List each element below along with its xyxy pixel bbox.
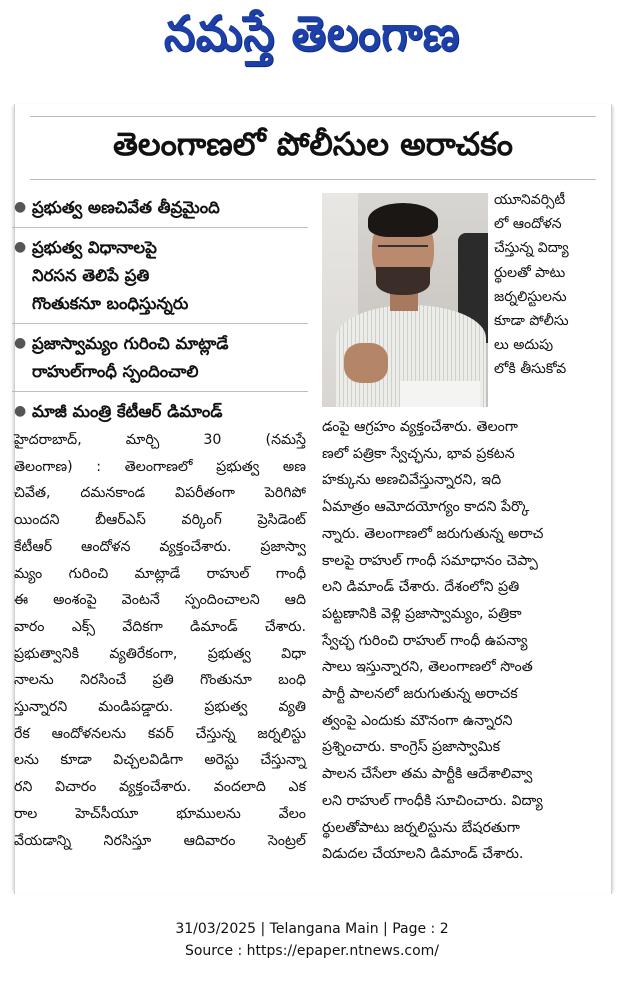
highlight-line: ప్రభుత్వ విధానాలపై xyxy=(32,238,157,257)
body-line: ప్రభుత్వానికి వ్యతిరేకంగా, ప్రభుత్వ విధా xyxy=(14,645,306,662)
photo-side-line: జర్నలిస్టులను xyxy=(494,288,567,305)
photo-side-line: యూనివర్సిటీ xyxy=(494,192,566,208)
highlight-item xyxy=(12,324,308,392)
body-line: విడుదల చేయాలని డిమాండ్ చేశారు. xyxy=(322,846,524,863)
body-line: ఏమాత్రం ఆమోదయోగ్యం కాదని పేర్కొ xyxy=(322,499,530,516)
article-body-right-column xyxy=(322,414,608,868)
body-line: పాలన చేసేలా తమ పార్టీకి ఆదేశాలివ్వా xyxy=(322,766,533,783)
body-line: ణలో పత్రికా స్వేచ్ఛను, భావ ప్రకటన xyxy=(322,445,515,462)
body-line: రాల హెచ్‌సీయూ భూములను వేలం xyxy=(14,805,306,822)
body-line: లని రాహుల్ గాంధీకి సూచించారు. విద్యా xyxy=(322,792,543,809)
highlight-item xyxy=(12,188,308,228)
highlight-line: గొంతుకనూ బంధిస్తున్నరు xyxy=(32,294,189,313)
footer-date-edition: 31/03/2025 | Telangana Main | Page : 2 xyxy=(175,921,449,937)
body-line: లని డిమాండ్ చేశారు. దేశంలోని ప్రతి xyxy=(322,579,520,596)
body-line: కాలపై రాహుల్ గాంధీ సమాధానం చెప్పా xyxy=(322,552,538,569)
body-line: హక్కును అణచివేస్తున్నారని, ఇది xyxy=(322,472,502,489)
bullet-icon: ● xyxy=(14,239,27,255)
body-line: లను కూడా విచ్చలవిడిగా అరెస్టు చేస్తున్నా xyxy=(14,752,306,769)
newspaper-logo: నమస్తే తెలంగాణ xyxy=(163,5,461,62)
highlight-item xyxy=(12,392,308,431)
news-photo xyxy=(322,193,488,407)
body-line: పట్టణానికి వెళ్లి ప్రజాస్వామ్యం, పత్రికా xyxy=(322,605,522,622)
body-line: న్నారు. తెలంగాణలో జరుగుతున్న అరాచ xyxy=(322,525,544,542)
highlights-list xyxy=(12,188,308,431)
highlight-item xyxy=(12,228,308,324)
footer-source: Source : https://epaper.ntnews.com/ xyxy=(184,943,440,959)
body-line: నాలను నిరసించే ప్రతి గొంతునూ బంధి xyxy=(14,672,306,689)
body-line: కేటీఆర్ ఆందోళన వ్యక్తంచేశారు. ప్రజాస్వా xyxy=(14,538,306,555)
photo-side-line: లో ఆందోళన xyxy=(494,216,562,233)
photo-side-line: చేస్తున్న విద్యా xyxy=(494,240,569,257)
body-line: రేక ఆందోళనలను కవర్ చేస్తున్న జర్నలిస్టు xyxy=(14,725,306,742)
article-headline: తెలంగాణలో పోలీసుల అరాచకం xyxy=(112,125,513,163)
bullet-icon: ● xyxy=(14,403,27,419)
photo-side-text xyxy=(494,188,594,382)
body-line: ప్రశ్నించారు. కాంగ్రెస్ ప్రజాస్వామిక xyxy=(322,739,501,756)
body-line: త్వంపై ఎందుకు మౌనంగా ఉన్నారని xyxy=(322,712,513,729)
body-line: హైదరాబాద్, మార్చి 30 (నమస్తే xyxy=(14,432,306,448)
body-line: స్తున్నారని మండిపడ్డారు. ప్రభుత్వ వ్యతి xyxy=(14,699,306,716)
highlight-line: నిరసన తెలిపే ప్రతి xyxy=(32,266,150,285)
photo-side-line: ర్థులతో పాటు xyxy=(494,264,566,281)
body-line: డంపై ఆగ్రహం వ్యక్తంచేశారు. తెలంగా xyxy=(322,419,518,435)
body-line: మ్యం గురించి మాట్లాడే రాహుల్ గాంధీ xyxy=(14,565,306,582)
body-line: ర్థులతోపాటు జర్నలిస్టును బేషరతుగా xyxy=(322,819,520,836)
article-body-left-column xyxy=(14,427,306,854)
body-line: చివేత, దమనకాండ విపరీతంగా పెరిగిపో xyxy=(14,485,306,502)
body-line: యిందని బీఆర్‌ఎస్ వర్కింగ్ ప్రెసిడెంట్ xyxy=(14,512,306,529)
body-line: స్వేచ్ఛ గురించి రాహుల్ గాంధీ ఉపన్యా xyxy=(322,632,528,649)
body-line: తెలంగాణ) : తెలంగాణలో ప్రభుత్వ అణ xyxy=(14,458,306,475)
photo-side-line: కూడా పోలీసు xyxy=(494,313,569,330)
body-line: పార్టీ పాలనలో జరుగుతున్న అరాచక xyxy=(322,686,518,703)
photo-side-line: లోకి తీసుకోవ xyxy=(494,361,567,378)
photo-side-line: లు అదుపు xyxy=(494,337,554,354)
highlight-line: రాహుల్‌గాంధీ స్పందించాలి xyxy=(32,362,199,381)
masthead xyxy=(0,0,624,80)
bullet-icon: ● xyxy=(14,335,27,351)
highlight-line: మాజీ మంత్రి కేటీఆర్ డిమాండ్ xyxy=(32,402,223,421)
highlight-line: ప్రభుత్వ అణచివేత తీవ్రమైంది xyxy=(32,198,220,217)
body-line: రని విచారం వ్యక్తంచేశారు. వందలాది ఎక xyxy=(14,779,306,796)
body-line: సాలు ఇస్తున్నారని, తెలంగాణలో సొంత xyxy=(322,659,533,676)
body-line: వారం ఎక్స్ వేదికగా డిమాండ్ చేశారు. xyxy=(14,618,306,635)
headline-bar xyxy=(30,116,596,180)
bullet-icon: ● xyxy=(14,199,27,215)
page-footer xyxy=(0,918,624,962)
body-line: వేయడాన్ని నిరసిస్తూ ఆదివారం సెంట్రల్ xyxy=(14,832,306,849)
body-line: ఈ అంశంపై వెంటనే స్పందించాలని ఆది xyxy=(14,592,306,609)
highlight-line: ప్రజాస్వామ్యం గురించి మాట్లాడే xyxy=(32,334,229,353)
